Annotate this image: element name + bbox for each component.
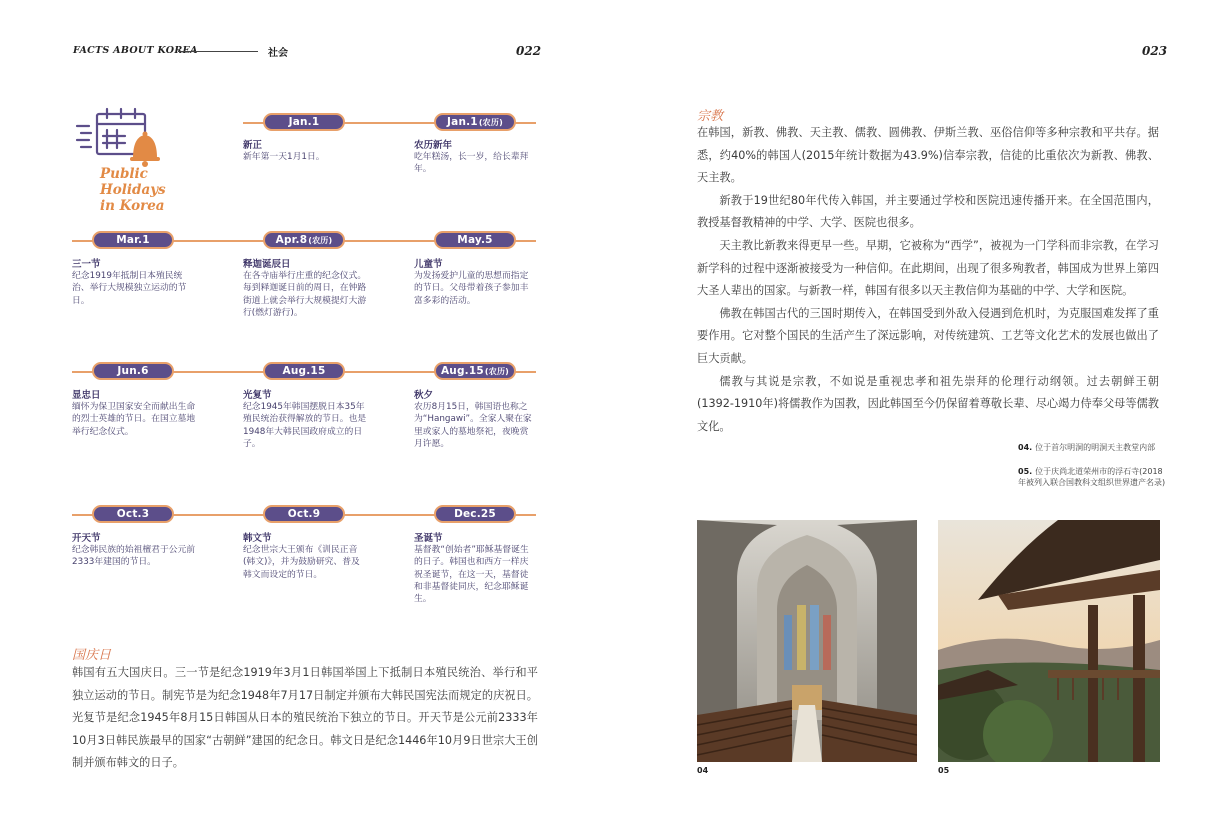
- holiday-date-pill: [263, 505, 345, 523]
- holiday-desc: 新年第一天1月1日。: [243, 152, 325, 162]
- holiday-desc: 吃年糕汤，长一岁，给长辈拜年。: [414, 152, 529, 175]
- holiday-date-pill: [92, 362, 174, 380]
- holiday-desc: 纪念韩民族的始祖檀君于公元前2333年建国的节日。: [72, 545, 196, 568]
- national-day-title: 国庆日: [72, 648, 112, 663]
- holiday-date-pill: [434, 505, 516, 523]
- holiday-desc: 纪念1919年抵制日本殖民统治、举行大规模独立运动的节日。: [72, 271, 187, 306]
- photo-caption-04: [1018, 442, 1168, 453]
- calendar-bell-icon: [75, 106, 165, 168]
- lunar-tag: (农历): [478, 117, 503, 127]
- lunar-tag: (农历): [484, 366, 510, 376]
- religion-paragraph: 在韩国，新教、佛教、天主教、儒教、圆佛教、伊斯兰教、巫俗信仰等多种宗教和平共存。据悉，约40%的韩国人(2015年统计数据为43.9%)信奉宗教，信徒的比重依次为新教、佛教、天主教。: [697, 126, 1159, 185]
- holiday-date-pill: [434, 231, 516, 249]
- religion-text: [697, 122, 1159, 438]
- holiday-date-pill: [434, 113, 516, 131]
- lunar-tag: (农历): [308, 235, 333, 245]
- cathedral-interior-photo: [697, 520, 917, 762]
- holiday-date: Apr.8: [275, 234, 308, 246]
- holiday-date-pill: [92, 505, 174, 523]
- header-divider: [178, 51, 258, 52]
- page-number-left: 022: [516, 44, 542, 58]
- holidays-title-line2: Holidays: [100, 182, 166, 198]
- holiday-date: Mar.1: [116, 234, 150, 246]
- religion-paragraph: 佛教在韩国古代的三国时期传入，在韩国受到外敌入侵遇到危机时，为克服国难发挥了重要作用。它对整个国民的生活产生了深远影响，对传统建筑、工艺等文化艺术的发展也做出了巨大贡献。: [697, 306, 1159, 365]
- holiday-date: Jan.1: [447, 116, 478, 128]
- holidays-title-line3: in Korea: [100, 198, 165, 214]
- photo-label-05: 05: [938, 766, 950, 775]
- holiday-desc: 在各寺庙举行庄重的纪念仪式。每到释迦诞日前的周日，在钟路街道上就会举行大规模提灯大游行(燃灯游行)。: [243, 271, 367, 318]
- temple-photo: [938, 520, 1160, 762]
- holiday-name: 韩文节: [243, 533, 272, 544]
- holiday-name: 圣诞节: [414, 533, 443, 544]
- religion-paragraph: 天主教比新教来得更早一些。早期，它被称为“西学”，被视为一门学科而非宗教，在学习新学科的过程中逐渐被接受为一种信仰。在此期间，出现了很多殉教者，韩国成为世界上第四大圣人辈出的国家。与新教一样，韩国有很多以天主教信仰为基础的中学、大学和医院。: [697, 238, 1159, 298]
- caption-text: 位于庆尚北道荣州市的浮石寺(2018年被列入联合国教科文组织世界遗产名录): [1018, 467, 1166, 487]
- holiday-desc: 基督教“创始者”耶稣基督诞生的日子。韩国也和西方一样庆祝圣诞节，在这一天，基督徒和非基督徒同庆，纪念耶稣诞生。: [414, 545, 529, 605]
- holiday-name: 农历新年: [414, 140, 453, 151]
- holiday-date-pill: [434, 362, 516, 380]
- holiday-date-pill: [92, 231, 174, 249]
- holiday-name: 释迦诞辰日: [243, 259, 291, 270]
- photo-caption-05: [1018, 466, 1168, 488]
- holiday-name: 光复节: [243, 390, 272, 401]
- holiday-desc: 为发扬爱护儿童的思想而指定的节日。父母带着孩子参加丰富多彩的活动。: [414, 271, 529, 306]
- holiday-name: 秋夕: [414, 390, 434, 401]
- holiday-date-pill: [263, 113, 345, 131]
- photo-label-04: 04: [697, 766, 709, 775]
- religion-title: 宗教: [697, 109, 724, 124]
- holiday-desc: 农历8月15日，韩国语也称之为“Hangawi”。全家人聚在家里或家人的墓地祭祀，夜晚赏月许愿。: [414, 402, 532, 449]
- holiday-date: Jan.1: [288, 116, 320, 128]
- holiday-date: Dec.25: [454, 508, 496, 520]
- holiday-name: 显忠日: [72, 390, 101, 401]
- holiday-desc: 纪念1945年韩国摆脱日本35年殖民统治获得解放的节日。也是1948年大韩民国政府成立的日子。: [243, 402, 367, 449]
- holiday-date: Oct.9: [287, 508, 321, 520]
- holiday-date: Oct.3: [116, 508, 150, 520]
- holiday-name: 开天节: [72, 533, 101, 544]
- cathedral-image: [697, 520, 917, 762]
- holiday-name: 三一节: [72, 259, 101, 270]
- holiday-date-pill: [263, 362, 345, 380]
- national-day-text: 韩国有五大国庆日。三一节是纪念1919年3月1日韩国举国上下抵制日本殖民统治、举行和平独立运动的节日。制宪节是为纪念1948年7月17日制定并颁布大韩民国宪法而规定的庆祝日。光复节是纪念1945年8月15日韩国从日本的殖民统治下独立的节日。开天节是公元前2333年10月3日韩民族最早的国家“古朝鲜”建国的纪念日。韩文日是纪念1446年10月9日世宗大王创制并颁布韩文的日子。: [72, 666, 538, 770]
- section-name: 社会: [268, 48, 288, 59]
- holidays-title-line1: Public: [100, 166, 148, 182]
- holiday-date: May.5: [457, 234, 493, 246]
- holiday-date: Aug.15: [282, 365, 326, 377]
- caption-number: 05.: [1018, 467, 1033, 476]
- book-title: FACTS ABOUT KOREA: [73, 45, 198, 56]
- holiday-desc: 缅怀为保卫国家安全而献出生命的烈士英雄的节日。在国立墓地举行纪念仪式。: [72, 402, 196, 437]
- caption-number: 04.: [1018, 443, 1033, 452]
- religion-paragraph: 新教于19世纪80年代传入韩国，并主要通过学校和医院迅速传播开来。在全国范围内，教授基督教精神的中学、大学、医院也很多。: [697, 193, 1159, 230]
- holiday-date: Jun.6: [117, 365, 149, 377]
- holiday-date: Aug.15: [440, 365, 484, 377]
- caption-text: 位于首尔明洞的明洞天主教堂内部: [1035, 443, 1156, 452]
- holiday-desc: 纪念世宗大王颁布《训民正音(韩文)》，并为鼓励研究、普及韩文而设定的节日。: [243, 545, 360, 580]
- holiday-name: 儿童节: [414, 259, 443, 270]
- holidays-title: [100, 166, 166, 214]
- religion-paragraph: 儒教与其说是宗教，不如说是重视忠孝和祖先崇拜的伦理行动纲领。过去朝鲜王朝(1392-1910年)将儒教作为国教，因此韩国至今仍保留着尊敬长辈、尽心竭力侍奉父母等儒教文化。: [697, 374, 1159, 433]
- holiday-name: 新正: [243, 140, 263, 151]
- temple-image: [938, 520, 1160, 762]
- right-page: [616, 0, 1232, 839]
- holiday-date-pill: [263, 231, 345, 249]
- page-number-right: 023: [1142, 44, 1168, 58]
